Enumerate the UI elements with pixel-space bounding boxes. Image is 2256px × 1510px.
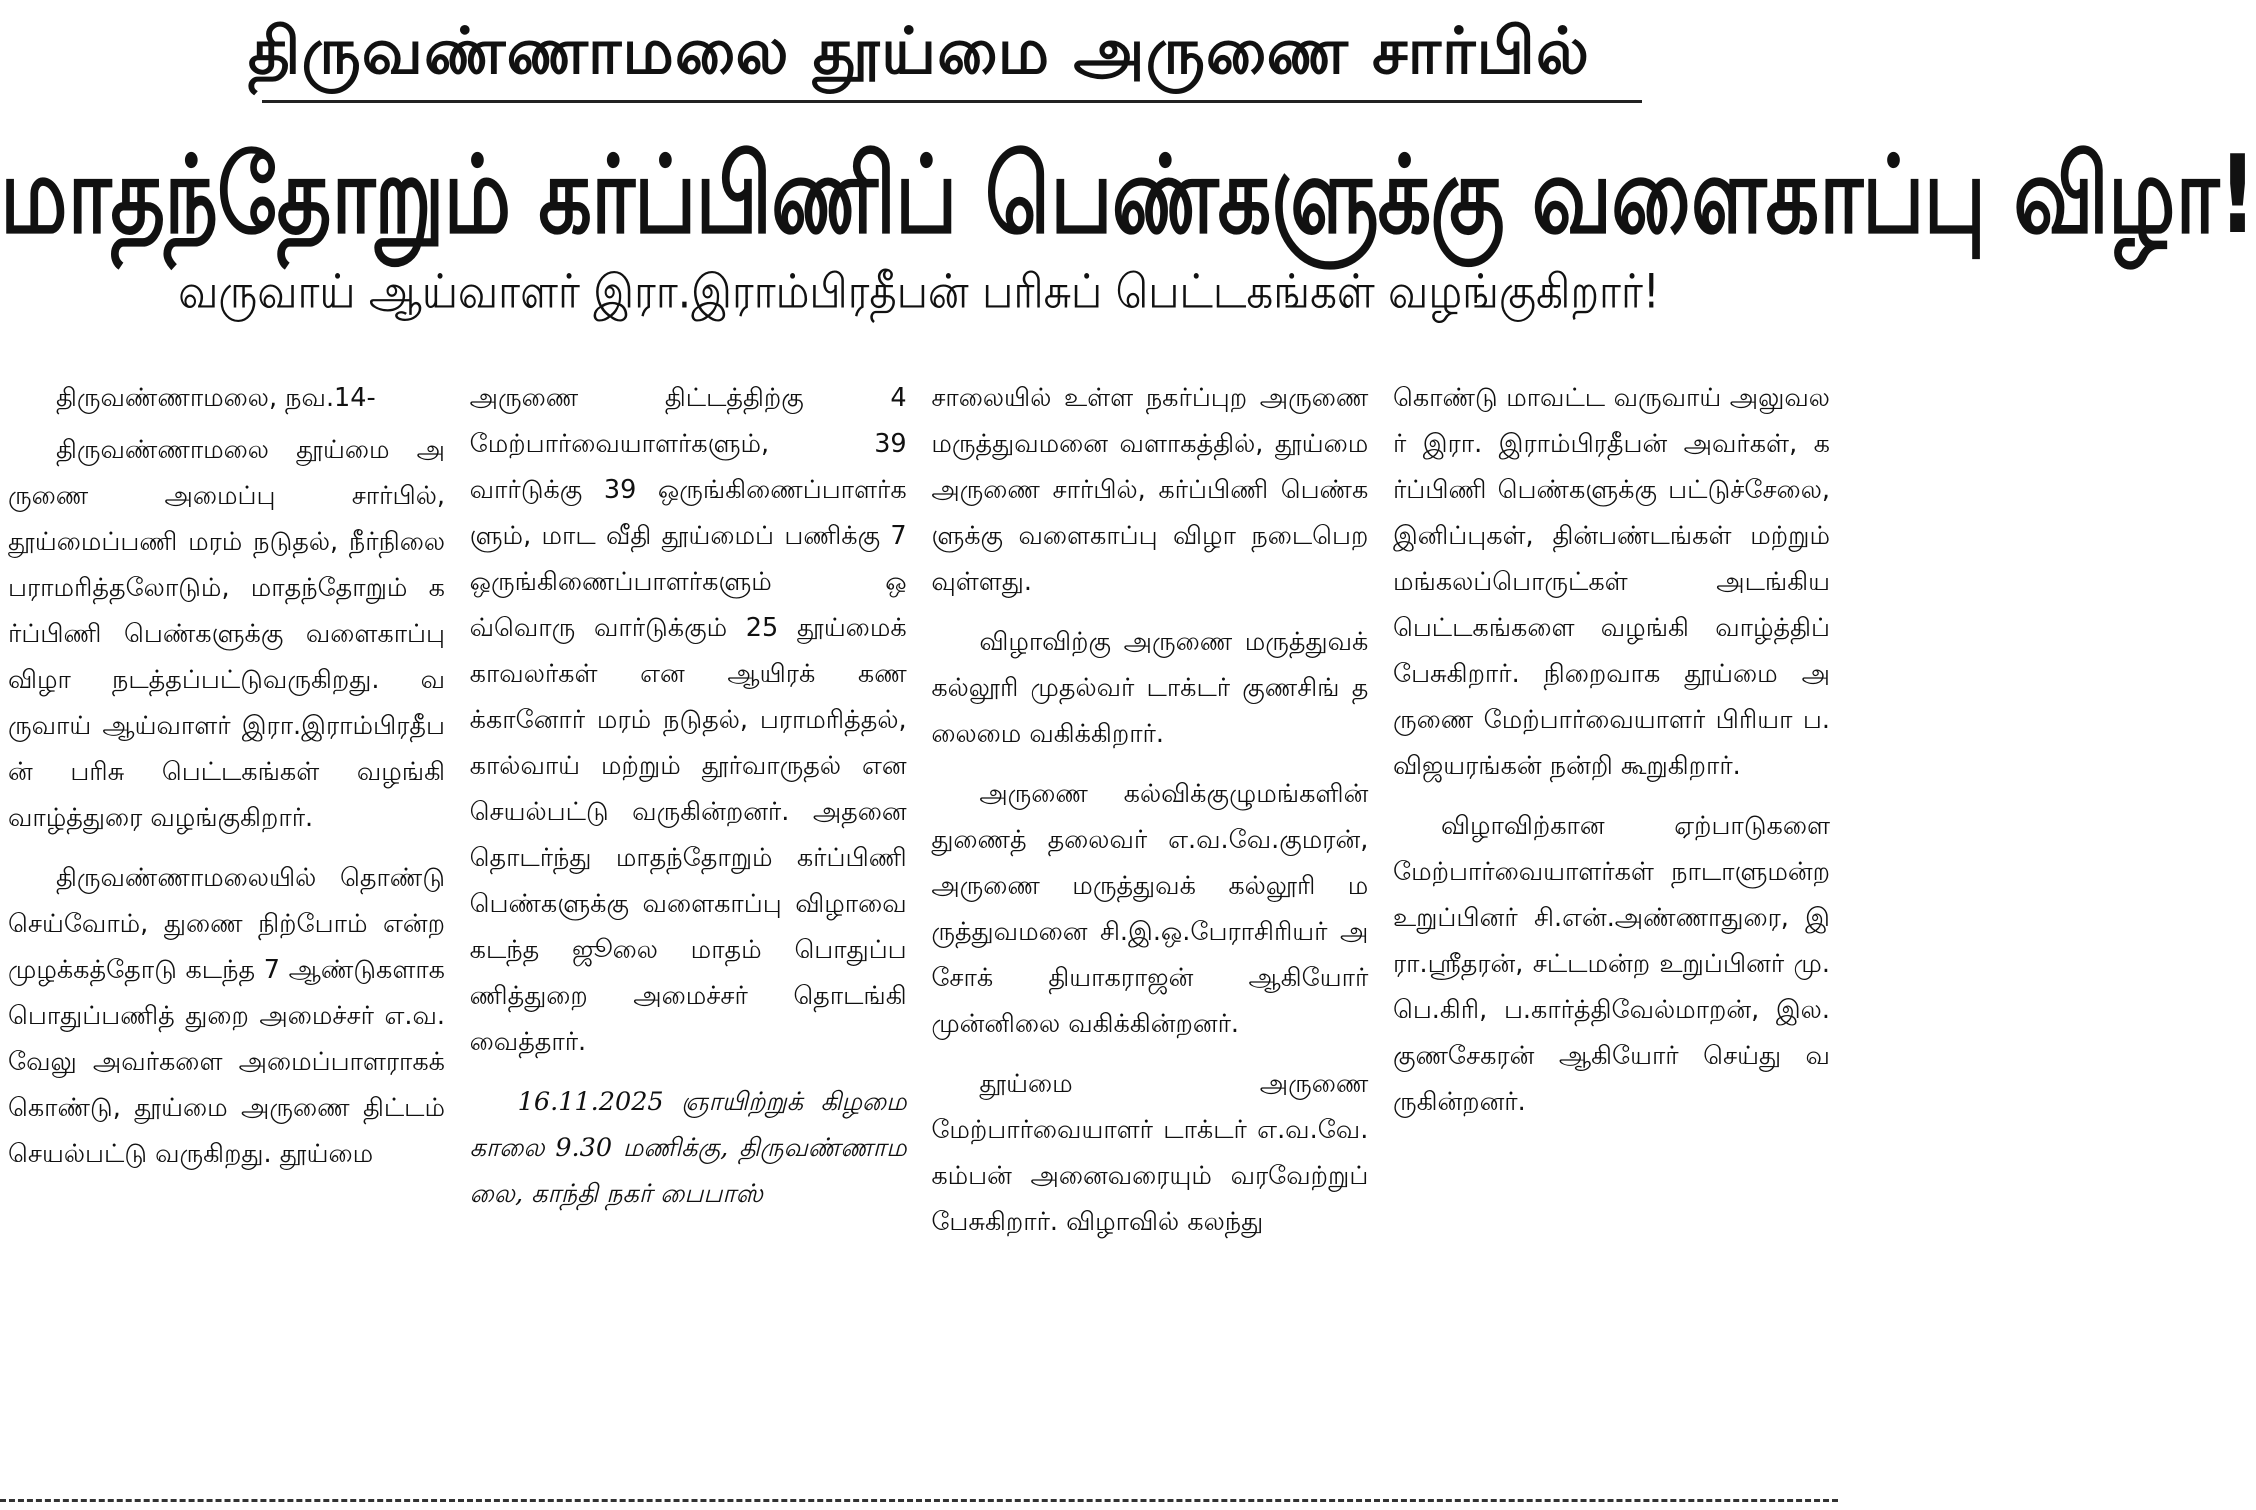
subheadline: வருவாய் ஆய்வாளர் இரா.இராம்பிரதீபன் பரிசுப் பெட்டகங்கள் வழங்குகிறார்! — [178, 263, 1660, 319]
column-3 — [931, 375, 1368, 1480]
kicker-heading: திருவண்ணாமலை தூய்மை அருணை சார்பில் — [248, 15, 1590, 89]
column-1 — [8, 375, 445, 1480]
paragraph: திருவண்ணாமலையில் தொண்டு செய்வோம், துணை நிற்போம் என்ற முழக்கத்தோடு கடந்த 7 ஆண்டுகளாக பொதுப்பணித் துறை அமைச்சர் எ.வ.வேலு அவர்களை அமைப்பாளராகக் கொண்டு, தூய்மை அருணை திட்டம் செயல்பட்டு வருகிறது. தூய்மை — [8, 863, 445, 1169]
paragraph: சாலையில் உள்ள நகர்ப்புற அருணை மருத்துவமனை வளாகத்தில், தூய்மை அருணை சார்பில், கர்ப்பிணி பெண்களுக்கு வளைகாப்பு விழா நடைபெறவுள்ளது. — [931, 383, 1369, 597]
article-body — [8, 375, 1830, 1480]
paragraph: அருணை கல்விக்குழுமங்களின் துணைத் தலைவர் எ.வ.வே.குமரன், அருணை மருத்துவக் கல்லூரி மருத்துவமனை சி.இ.ஒ.பேராசிரியர் அசோக் தியாகராஜன் ஆகியோர் முன்னிலை வகிக்கின்றனர். — [931, 779, 1369, 1039]
column-4 — [1393, 375, 1830, 1480]
paragraph: அருணை திட்டத்திற்கு 4 மேற்பார்வையாளர்களும், 39 வார்டுக்கு 39 ஒருங்கிணைப்பாளர்களும், மாட வீதி தூய்மைப் பணிக்கு 7 ஒருங்கிணைப்பாளர்களும் ஒவ்வொரு வார்டுக்கும் 25 தூய்மைக் காவலர்கள் என ஆயிரக் கணக்கானோர் மரம் நடுதல், பராமரித்தல், கால்வாய் மற்றும் தூர்வாருதல் என செயல்பட்டு வருகின்றனர். அதனை தொடர்ந்து மாதந்தோறும் கர்ப்பிணி பெண்களுக்கு வளைகாப்பு விழாவை கடந்த ஜூலை மாதம் பொதுப்பணித்துறை அமைச்சர் தொடங்கி வைத்தார். — [469, 383, 907, 1057]
paragraph: கொண்டு மாவட்ட வருவாய் அலுவலர் இரா. இராம்பிரதீபன் அவர்கள், கர்ப்பிணி பெண்களுக்கு பட்டுச்சேலை, இனிப்புகள், தின்பண்டங்கள் மற்றும் மங்கலப்பொருட்கள் அடங்கிய பெட்டகங்களை வழங்கி வாழ்த்திப் பேசுகிறார். நிறைவாக தூய்மை அருணை மேற்பார்வையாளர் பிரியா ப.விஜயரங்கன் நன்றி கூறுகிறார். — [1392, 383, 1830, 781]
kicker-underline — [262, 100, 1642, 103]
paragraph: திருவண்ணாமலை தூய்மை அருணை அமைப்பு சார்பில், தூய்மைப்பணி மரம் நடுதல், நீர்நிலை பராமரித்தலோடும், மாதந்தோறும் கர்ப்பிணி பெண்களுக்கு வளைகாப்பு விழா நடத்தப்பட்டுவருகிறது. வருவாய் ஆய்வாளர் இரா.இராம்பிரதீபன் பரிசு பெட்டகங்கள் வழங்கி வாழ்த்துரை வழங்குகிறார். — [8, 435, 445, 833]
dateline: திருவண்ணாமலை, நவ.14- — [56, 383, 376, 413]
paragraph: விழாவிற்கான ஏற்பாடுகளை மேற்பார்வையாளர்கள் நாடாளுமன்ற உறுப்பினர் சி.என்.அண்ணாதுரை, இரா.ஸ்ரீதரன், சட்டமன்ற உறுப்பினர் மு.பெ.கிரி, ப.கார்த்திவேல்மாறன், இல.குணசேகரன் ஆகியோர் செய்து வருகின்றனர். — [1392, 811, 1830, 1117]
bottom-divider — [0, 1499, 1838, 1502]
headline: மாதந்தோறும் கர்ப்பிணிப் பெண்களுக்கு வளைகாப்பு விழா! — [0, 132, 2256, 258]
paragraph: விழாவிற்கு அருணை மருத்துவக் கல்லூரி முதல்வர் டாக்டர் குணசிங் தலைமை வகிக்கிறார். — [931, 627, 1369, 749]
paragraph: 16.11.2025 ஞாயிற்றுக் கிழமை காலை 9.30 மணிக்கு, திருவண்ணாமலை, காந்தி நகர் பைபாஸ் — [469, 1087, 907, 1209]
column-2 — [470, 375, 907, 1480]
paragraph: தூய்மை அருணை மேற்பார்வையாளர் டாக்டர் எ.வ.வே.கம்பன் அனைவரையும் வரவேற்றுப் பேசுகிறார். விழாவில் கலந்து — [931, 1069, 1369, 1237]
